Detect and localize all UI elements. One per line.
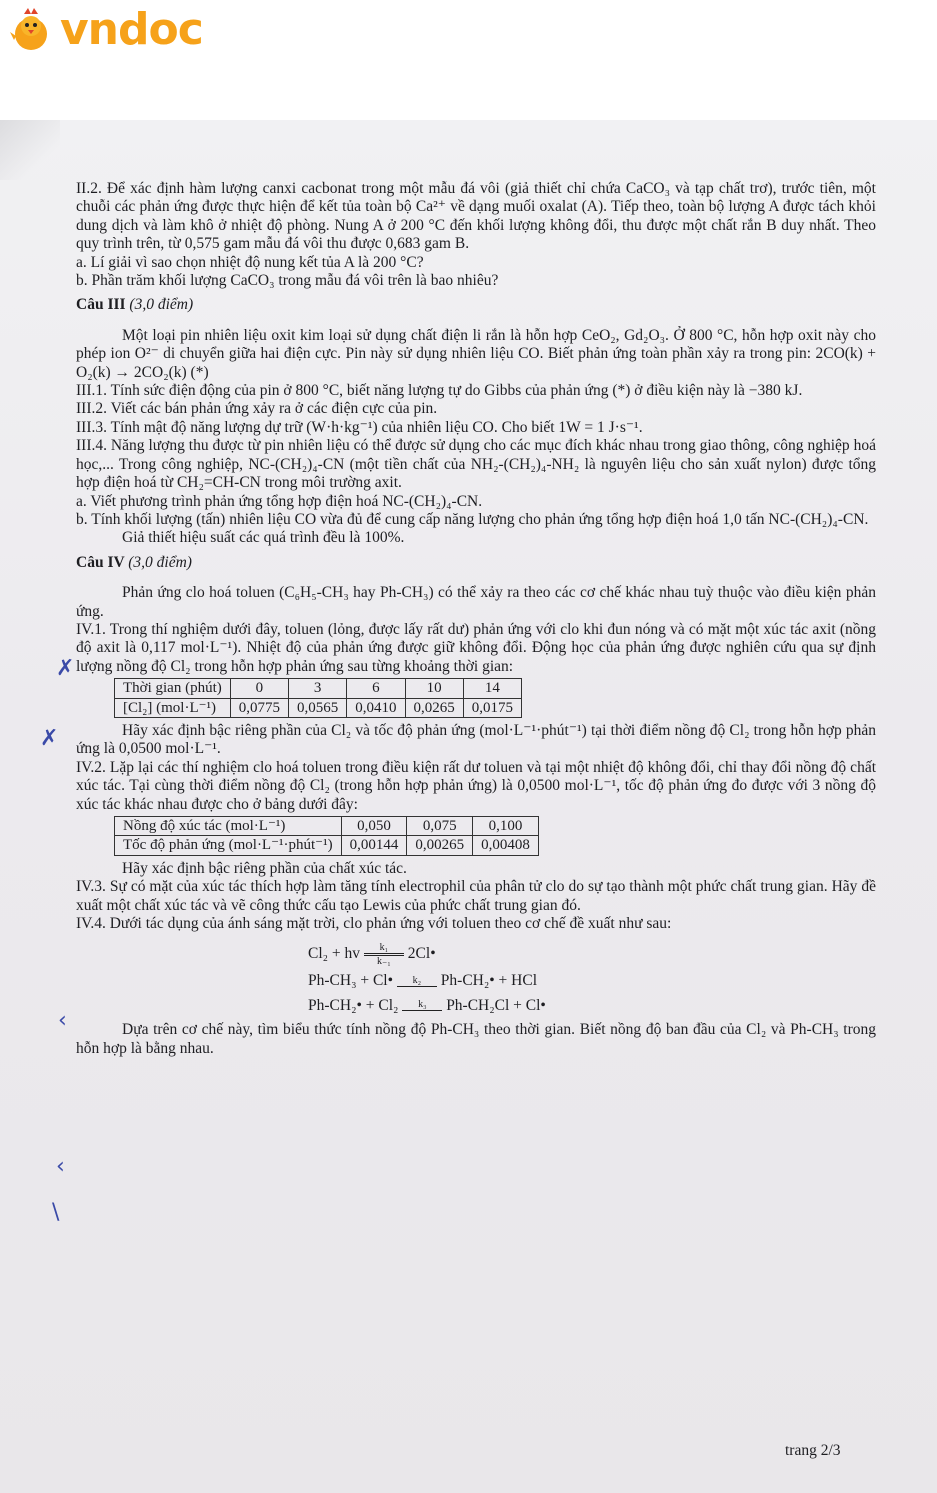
page-fold-shadow bbox=[0, 120, 60, 180]
row-label: Tốc độ phản ứng (mol·L⁻¹·phút⁻¹) bbox=[115, 836, 342, 855]
question-iii-intro: Một loại pin nhiên liệu oxit kim loại sử dụng chất điện li rắn là hỗn hợp CeO₂, Gd₂O₃. Ở 800 °C, hỗn hợp oxit này cho phép ion O²⁻ di chuyển giữa hai điện cực. Pin này sử dụng nhiên liệu CO. Biết phản ứng toàn phần xảy ra trong pin: 2CO(k) + O₂(k) → 2CO₂(k) (*) bbox=[76, 326, 876, 381]
chick-mascot-icon bbox=[6, 6, 56, 56]
question-iv-2: IV.2. Lặp lại các thí nghiệm clo hoá toluen trong điều kiện rất dư toluen và tại một nhiệt độ không đổi, chỉ thay đổi nồng độ chất xúc tác. Tại cùng thời điểm nồng độ Cl₂ (trong hỗn hợp phản ứng) là 0,0500 mol·L⁻¹, tốc độ phản ứng đo được với 3 nồng độ xúc tác khác nhau được cho ở bảng dưới đây: bbox=[76, 758, 876, 813]
kinetics-table-catalyst bbox=[114, 816, 539, 856]
table-row bbox=[115, 817, 539, 836]
row-label: [Cl₂] (mol·L⁻¹) bbox=[115, 698, 231, 717]
reaction-mechanism bbox=[308, 943, 876, 1015]
row-label: Nồng độ xúc tác (mol·L⁻¹) bbox=[115, 817, 342, 836]
table-cell: 14 bbox=[463, 679, 521, 698]
handwritten-bracket-icon: ‹ bbox=[58, 1008, 67, 1033]
table-cell: 0,0265 bbox=[405, 698, 463, 717]
table-cell: 0,075 bbox=[407, 817, 473, 836]
table-cell: 0,100 bbox=[473, 817, 539, 836]
table-cell: 0,00144 bbox=[341, 836, 407, 855]
table-row bbox=[115, 836, 539, 855]
table-cell: 0,0410 bbox=[347, 698, 405, 717]
forward-arrow-icon: k₂ bbox=[397, 976, 437, 988]
table-cell: 0,00265 bbox=[407, 836, 473, 855]
question-iv-3: IV.3. Sự có mặt của xúc tác thích hợp làm tăng tính electrophil của phân tử clo do sự tạo thành một phức chất trung gian. Hãy đề xuất một chất xúc tác và vẽ công thức cấu tạo Lewis của phức chất trung gian đó. bbox=[76, 878, 876, 914]
table-cell: 0,0175 bbox=[463, 698, 521, 717]
table-cell: 0 bbox=[230, 679, 288, 698]
mechanism-step: Cl₂ + hv $\frac{\text{k₁}}{\text{k₋₁}}$ 2Cl• bbox=[308, 942, 436, 968]
table-cell: 0,00408 bbox=[473, 836, 539, 855]
handwritten-bracket-icon: ‹ bbox=[56, 1154, 65, 1179]
kinetics-table-chlorine bbox=[114, 678, 522, 718]
question-iv-2-task: Hãy xác định bậc riêng phần của chất xúc tác. bbox=[122, 859, 407, 877]
question-iv-4-task: Dựa trên cơ chế này, tìm biểu thức tính nồng độ Ph-CH₃ theo thời gian. Biết nồng độ ban đầu của Cl₂ và Ph-CH₃ trong hỗn hợp là bằng nhau. bbox=[76, 1021, 876, 1057]
handwritten-cross-icon: ✗ bbox=[40, 726, 59, 751]
table-row bbox=[115, 698, 522, 717]
question-iii-3: III.3. Tính mật độ năng lượng dự trữ (W·h·kg⁻¹) của nhiên liệu CO. Cho biết 1W = 1 J·s⁻¹. bbox=[76, 418, 643, 436]
question-ii2-b: b. Phần trăm khối lượng CaCO₃ trong mẫu đá vôi trên là bao nhiêu? bbox=[76, 272, 499, 290]
assumption-note: Giả thiết hiệu suất các quá trình đều là 100%. bbox=[122, 529, 405, 547]
row-label: Thời gian (phút) bbox=[115, 679, 231, 698]
table-cell: 3 bbox=[289, 679, 347, 698]
question-iv-1-task: Hãy xác định bậc riêng phần của Cl₂ và tốc độ phản ứng (mol·L⁻¹·phút⁻¹) tại thời điểm nồng độ Cl₂ trong hỗn hợp phản ứng là 0,0500 mol·L⁻¹. bbox=[76, 721, 876, 758]
site-header bbox=[0, 0, 937, 120]
question-ii2: II.2. Để xác định hàm lượng canxi cacbonat trong một mẫu đá vôi (giả thiết chỉ chứa CaCO₃ và tạp chất trơ), trước tiên, một chuỗi các phản ứng được thực hiện để kết tủa toàn bộ Ca²⁺ về dạng muối oxalat (A). Tiếp theo, toàn bộ lượng A được tách khỏi dung dịch và làm khô ở nhiệt độ phòng. Nung A ở 200 °C đến khối lượng không đổi, thu được một chất rắn B duy nhất. Theo quy trình trên, từ 0,575 gam mẫu đá vôi thu được 0,683 gam B. bbox=[76, 180, 876, 253]
forward-arrow-icon: k₃ bbox=[402, 1000, 442, 1012]
table-cell: 0,0775 bbox=[230, 698, 288, 717]
page-number: trang 2/3 bbox=[785, 1442, 841, 1459]
table-row bbox=[115, 679, 522, 698]
question-iii-4b: b. Tính khối lượng (tấn) nhiên liệu CO vừa đủ để cung cấp năng lượng cho phản ứng tổng hợp điện hoá 1,0 tấn NC-(CH₂)₄-CN. bbox=[76, 510, 869, 528]
question-iii-4: III.4. Năng lượng thu được từ pin nhiên liệu có thể được sử dụng cho các mục đích khác nhau trong giao thông, công nghiệp hoá học,... Trong công nghiệp, NC-(CH₂)₄-CN (một tiền chất của NH₂-(CH₂)₄-NH₂ là nguyên liệu cho sản xuất nylon) được tổng hợp điện hoá từ CH₂=CH-CN trong môi trường axit. bbox=[76, 437, 876, 492]
section-heading-iv: Câu IV (3,0 điểm) bbox=[76, 553, 192, 571]
question-ii2-a: a. Lí giải vì sao chọn nhiệt độ nung kết tủa A là 200 °C? bbox=[76, 253, 424, 271]
question-iv-intro: Phản ứng clo hoá toluen (C₆H₅-CH₃ hay Ph-CH₃) có thể xảy ra theo các cơ chế khác nhau tuỳ thuộc vào điều kiện phản ứng. bbox=[76, 584, 876, 620]
handwritten-stroke-icon: \ bbox=[52, 1200, 60, 1225]
question-iv-4: IV.4. Dưới tác dụng của ánh sáng mặt trời, clo phản ứng với toluen theo cơ chế đề xuất như sau: bbox=[76, 915, 672, 933]
section-heading-iii: Câu III (3,0 điểm) bbox=[76, 296, 194, 314]
mechanism-step: Ph-CH₃ + Cl• k₂ Ph-CH₂• + HCl bbox=[308, 972, 538, 990]
question-iv-1: IV.1. Trong thí nghiệm dưới đây, toluen (lỏng, được lấy rất dư) phản ứng với clo khi đun nóng và có mặt một xúc tác axit (nồng độ axit là 0,117 mol·L⁻¹). Nhiệt độ của phản ứng được giữ không đổi. Động học của phản ứng được nghiên cứu qua sự định lượng nồng độ Cl₂ trong hỗn hợp phản ứng sau từng khoảng thời gian: bbox=[76, 620, 876, 675]
table-cell: 0,050 bbox=[341, 817, 407, 836]
table-cell: 0,0565 bbox=[289, 698, 347, 717]
question-iii-2: III.2. Viết các bán phản ứng xảy ra ở các điện cực của pin. bbox=[76, 400, 438, 418]
brand-logo[interactable]: vndoc bbox=[60, 4, 203, 55]
table-cell: 6 bbox=[347, 679, 405, 698]
equilibrium-arrow-icon: $\frac{\text{k₁}}{\text{k₋₁}}$ bbox=[364, 943, 404, 966]
document-body bbox=[76, 180, 876, 1058]
handwritten-cross-icon: ✗ bbox=[56, 656, 75, 681]
mechanism-step: Ph-CH₂• + Cl₂ k₃ Ph-CH₂Cl + Cl• bbox=[308, 996, 546, 1014]
question-iii-1: III.1. Tính sức điện động của pin ở 800 °C, biết năng lượng tự do Gibbs của phản ứng (*) ở điều kiện này là −380 kJ. bbox=[76, 382, 803, 400]
question-iii-4a: a. Viết phương trình phản ứng tổng hợp điện hoá NC-(CH₂)₄-CN. bbox=[76, 492, 483, 510]
table-cell: 10 bbox=[405, 679, 463, 698]
